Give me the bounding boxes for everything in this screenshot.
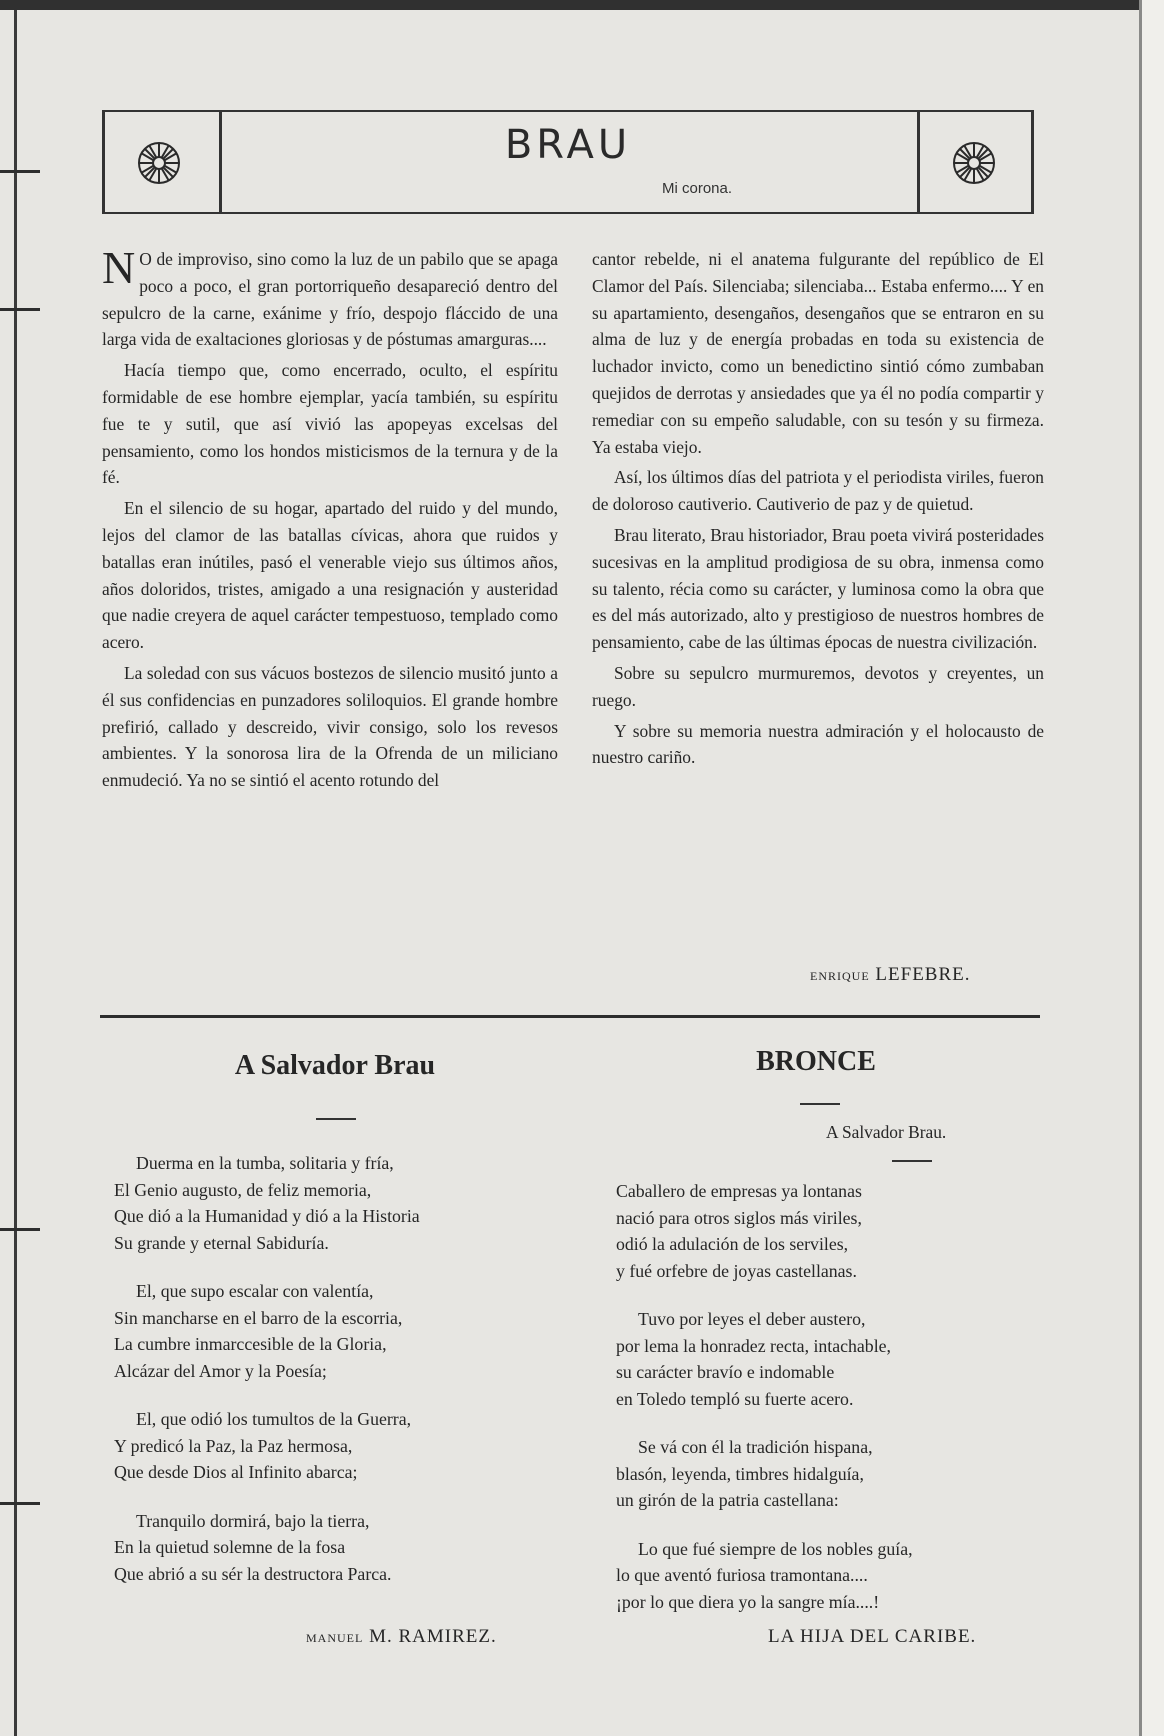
- article-paragraph: Así, los últimos días del patriota y el periodista viriles, fueron de doloroso cautiverio. Cautiverio de paz y de quietud.: [592, 467, 1044, 515]
- title-dash: [800, 1103, 840, 1105]
- poem-line: Su grande y eternal Sabiduría.: [114, 1232, 329, 1253]
- article-paragraph: Hacía tiempo que, como encerrado, oculto, el espíritu formidable de ese hombre ejemplar, yacía también, su espíritu fue te y sutil, que así vivió las apopeyas excelsas del pensamiento, como los hondos misticismos de la ternura y de la fé.: [102, 360, 558, 488]
- poem-stanza: [114, 1406, 420, 1486]
- article-paragraph: Y sobre su memoria nuestra admiración y el holocausto de nuestro cariño.: [592, 720, 1044, 768]
- poem2-signature: LA HIJA DEL CARIBE.: [768, 1626, 977, 1647]
- page-title: BRAU: [504, 122, 632, 168]
- poem-title-a-salvador-brau: A Salvador Brau: [234, 1050, 436, 1081]
- poem-dedication: A Salvador Brau.: [826, 1122, 947, 1142]
- poem-line: odió la adulación de los serviles,: [616, 1234, 849, 1254]
- poem-line: por lema la honradez recta, intachable,: [616, 1335, 891, 1356]
- article-paragraph: cantor rebelde, ni el anatema fulgurante del repúblico de El Clamor del País. Silenciaba; silenciaba... Estaba enfermo.... Y en su apartamiento, desengaños, desengaños que se entraron en su alma de luz y de energía probadas en toda su existencia de luchador invicto, como un benedictino sintió cómo zumbaban quejidos de derrotas y ansiedades que ya él no podía compartir y remediar con su empeño saludable, con su tesón y su firmeza. Ya estaba viejo.: [592, 249, 1044, 457]
- poem-stanza: [616, 1306, 913, 1412]
- poem-line: lo que aventó furiosa tramontana....: [616, 1565, 868, 1585]
- poem-line: Que desde Dios al Infinito abarca;: [114, 1462, 358, 1482]
- article-signature: [810, 964, 971, 986]
- poem-line: Y predicó la Paz, la Paz hermosa,: [114, 1435, 353, 1456]
- poem-line: blasón, leyenda, timbres hidalguía,: [616, 1463, 864, 1484]
- poem-line: Caballero de empresas ya lontanas: [616, 1181, 862, 1201]
- article-paragraph: La soledad con sus vácuos bostezos de silencio musitó junto a él sus confidencias en punzadores soliloquios. El grande hombre prefirió, callado y descreido, vivir consigo, solo los revesos ambientes. Y la sonorosa lira de la Ofrenda de un miliciano enmudeció. Ya no se sintió el acento rotundo del: [102, 662, 558, 791]
- poem1-signature: [306, 1626, 497, 1648]
- article-paragraph: [102, 242, 558, 353]
- poem-line: Que dió a la Humanidad y dió a la Historia: [114, 1206, 420, 1226]
- dedication-dash: [892, 1160, 932, 1162]
- page-top-edge: [0, 0, 1164, 10]
- header-banner: [102, 110, 1034, 214]
- poem-line: y fué orfebre de joyas castellanas.: [616, 1260, 857, 1281]
- poem-stanza: [114, 1150, 420, 1256]
- poem-line: ¡por lo que diera yo la sangre mía....!: [616, 1591, 880, 1612]
- poem-stanza: [616, 1178, 913, 1284]
- page-right-edge: [1139, 0, 1164, 1736]
- poem-line: Tranquilo dormirá, bajo la tierra,: [136, 1510, 370, 1531]
- poem-stanza: [616, 1536, 913, 1616]
- poem-line: Sin mancharse en el barro de la escorria,: [114, 1307, 403, 1328]
- article-paragraph: Sobre su sepulcro murmuremos, devotos y creyentes, un ruego.: [592, 662, 1044, 710]
- page-subtitle: Mi corona.: [662, 180, 733, 197]
- drop-cap: N: [102, 242, 136, 293]
- article-column-right: [592, 246, 1044, 775]
- article-paragraph: En el silencio de su hogar, apartado del ruido y del mundo, lejos del clamor de las batallas cívicas, ahora que ruidos y batallas eran inútiles, pasó el venerable viejo sus últimos años, años doloridos, tristes, amigado a una resignación y austeridad que nadie creyera de aquel carácter tempestuoso, templado como acero.: [102, 498, 558, 653]
- binding-tick: [0, 308, 40, 311]
- poem-line: El, que supo escalar con valentía,: [136, 1281, 374, 1301]
- poem-stanza: [114, 1508, 420, 1588]
- poem-line: un girón de la patria castellana:: [616, 1490, 839, 1510]
- signature-first-name: MANUEL: [306, 1631, 364, 1645]
- section-divider: [100, 1015, 1040, 1018]
- poem-line: en Toledo templó su fuerte acero.: [616, 1388, 854, 1409]
- signature-last-name: M. RAMIREZ.: [369, 1626, 497, 1647]
- binding-tick: [0, 1228, 40, 1231]
- poem-line: nació para otros siglos más viriles,: [616, 1207, 862, 1228]
- poem-line: En la quietud solemne de la fosa: [114, 1537, 346, 1557]
- article-column-left: [102, 242, 558, 798]
- poem-line: Se vá con él la tradición hispana,: [638, 1437, 873, 1457]
- binding-line: [14, 10, 17, 1736]
- paragraph-text: O de improviso, sino como la luz de un pabilo que se apaga poco a poco, el gran portorriqueño desapareció dentro del sepulcro de la carne, exánime y frío, despojo fláccido de una larga vida de exaltaciones gloriosas y de póstumas amarguras....: [102, 249, 558, 350]
- poem-line: Lo que fué siempre de los nobles guía,: [638, 1538, 913, 1559]
- poem-line: El Genio augusto, de feliz memoria,: [114, 1179, 372, 1200]
- poem-a-salvador-brau: [114, 1150, 420, 1609]
- binding-tick: [0, 1502, 40, 1505]
- binding-tick: [0, 170, 40, 173]
- poem-line: La cumbre inmarccesible de la Gloria,: [114, 1334, 387, 1354]
- poem-line: Alcázar del Amor y la Poesía;: [114, 1360, 327, 1381]
- poem-line: su carácter bravío e indomable: [616, 1362, 835, 1382]
- poem-line: Tuvo por leyes el deber austero,: [638, 1309, 866, 1329]
- signature-first-name: ENRIQUE: [810, 969, 870, 983]
- title-dash: [316, 1118, 356, 1120]
- article-paragraph: Brau literato, Brau historiador, Brau poeta vivirá posteridades sucesivas en la amplitud prodigiosa de su obra, inmensa como su talento, récia como su carácter, y luminosa como la obra que es del más autorizado, alto y prestigioso de nuestros hombres de pensamiento, cabe de las últimas épocas de nuestra civilización.: [592, 524, 1044, 653]
- signature-last-name: LEFEBRE.: [875, 964, 971, 985]
- poem-stanza: [114, 1278, 420, 1384]
- poem-line: El, que odió los tumultos de la Guerra,: [136, 1409, 412, 1429]
- poem-bronce: [616, 1178, 913, 1637]
- poem-line: Que abrió a su sér la destructora Parca.: [114, 1563, 392, 1584]
- poem-title-bronce: BRONCE: [756, 1046, 876, 1077]
- poem-line: Duerma en la tumba, solitaria y fría,: [136, 1153, 394, 1173]
- poem-stanza: [616, 1434, 913, 1514]
